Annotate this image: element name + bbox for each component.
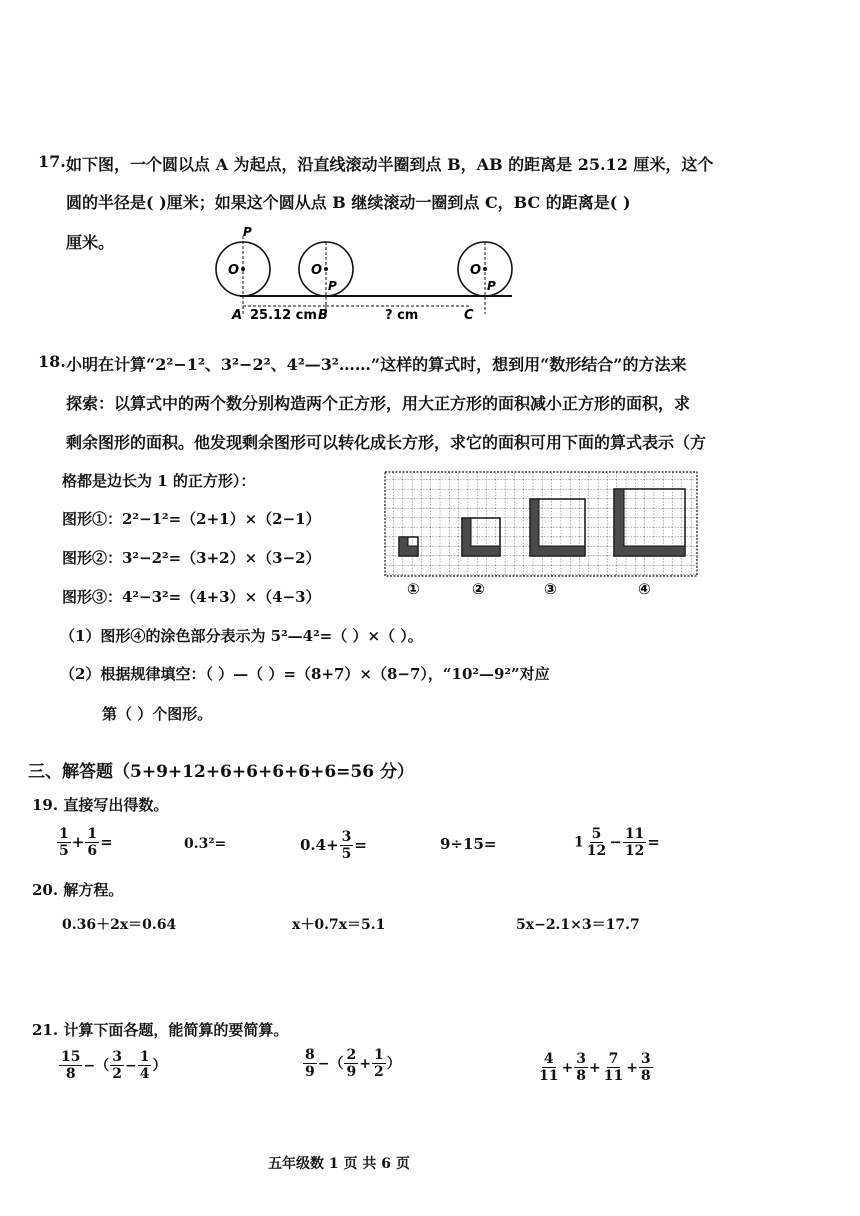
q18-eq2: 图形②：3²−2²=（3+2）×（3−2）	[62, 549, 321, 567]
q18-eq1: 图形①：2²−1²=（2+1）×（2−1）	[62, 510, 321, 528]
q20-eq3: 5x−2.1×3＝17.7	[516, 917, 640, 933]
q18-line3: 剩余图形的面积。他发现剩余图形可以转化成长方形，求它的面积可用下面的算式表示（方	[66, 433, 707, 452]
q19-item2: 0.3²=	[184, 836, 227, 852]
q17-line2: 圆的半径是( )厘米；如果这个圆从点 B 继续滚动一圈到点 C，BC 的距离是( )	[66, 193, 631, 212]
grid-label-3: ③	[544, 580, 557, 598]
grid-label-4: ④	[638, 580, 651, 598]
q20-eq2: x＋0.7x＝5.1	[292, 917, 386, 933]
q21-item2: $\frac{8}{9}$ −（ $\frac{2}{9}$ + $\frac{1}{2}$ ）	[305, 1047, 401, 1080]
q19-item5: 1 $\frac{5}{12}$ − $\frac{11}{12}$ =	[574, 826, 660, 859]
square-grid-figure	[384, 470, 700, 600]
q19-title: 19. 直接写出得数。	[32, 796, 169, 814]
label-c: C	[464, 308, 474, 323]
label-b: B	[318, 308, 328, 323]
label-p-b: P	[328, 279, 337, 293]
q18-sub2b: 第（ ）个图形。	[102, 705, 213, 723]
q18-line2: 探索：以算式中的两个数分别构造两个正方形，用大正方形的面积减小正方形的面积，求	[66, 394, 691, 413]
q19-item4: 9÷15=	[440, 835, 497, 853]
section3-title: 三、解答题（5+9+12+6+6+6+6+6=56 分）	[28, 762, 414, 782]
q18-number: 18.	[38, 352, 66, 371]
q17-number: 17.	[38, 152, 66, 171]
q21-title: 21. 计算下面各题，能简算的要简算。	[32, 1021, 289, 1039]
label-bc-length: ? cm	[385, 308, 419, 323]
q17-line3: 厘米。	[66, 233, 115, 252]
q19-item1: $\frac{1}{5}$ + $\frac{1}{6}$ =	[59, 826, 113, 859]
label-p-c: P	[487, 279, 496, 293]
rolling-circle-figure	[200, 222, 530, 327]
q19-item3: 0.4+ $\frac{3}{5}$ =	[300, 829, 367, 862]
label-o-3: O	[470, 263, 482, 278]
page-footer: 五年级数 1 页 共 6 页	[268, 1156, 410, 1172]
label-p-top: P	[243, 225, 252, 239]
q18-eq3: 图形③：4²−3²=（4+3）×（4−3）	[62, 588, 321, 606]
label-o-1: O	[228, 263, 240, 278]
grid-label-2: ②	[472, 580, 485, 598]
q18-line4: 格都是边长为 1 的正方形）：	[62, 472, 256, 490]
q20-title: 20. 解方程。	[32, 881, 124, 899]
grid-label-1: ①	[407, 580, 420, 598]
q21-item1: $\frac{15}{8}$ −（ $\frac{3}{2}$ − $\frac{1}{4}$ ）	[61, 1049, 167, 1082]
label-o-2: O	[311, 263, 323, 278]
q18-sub1: （1）图形④的涂色部分表示为 5²—4²=（ ）×（ ）。	[60, 627, 423, 645]
label-a: A	[232, 308, 243, 323]
q18-sub2: （2）根据规律填空：（ ）—（ ）=（8+7）×（8−7），“10²—9²”对应	[60, 665, 550, 683]
q20-eq1: 0.36＋2x＝0.64	[62, 917, 177, 933]
q17-line1: 如下图，一个圆以点 A 为起点，沿直线滚动半圈到点 B，AB 的距离是 25.12 厘米，这个	[66, 155, 714, 174]
q21-item3: $\frac{4}{11}$ + $\frac{3}{8}$ + $\frac{7}{11}$ + $\frac{3}{8}$	[539, 1051, 651, 1084]
q18-line1: 小明在计算“2²−1²、3²−2²、4²—3²……”这样的算式时，想到用“数形结合”的方法来	[66, 355, 687, 374]
label-ab-length: 25.12 cm	[250, 308, 317, 323]
